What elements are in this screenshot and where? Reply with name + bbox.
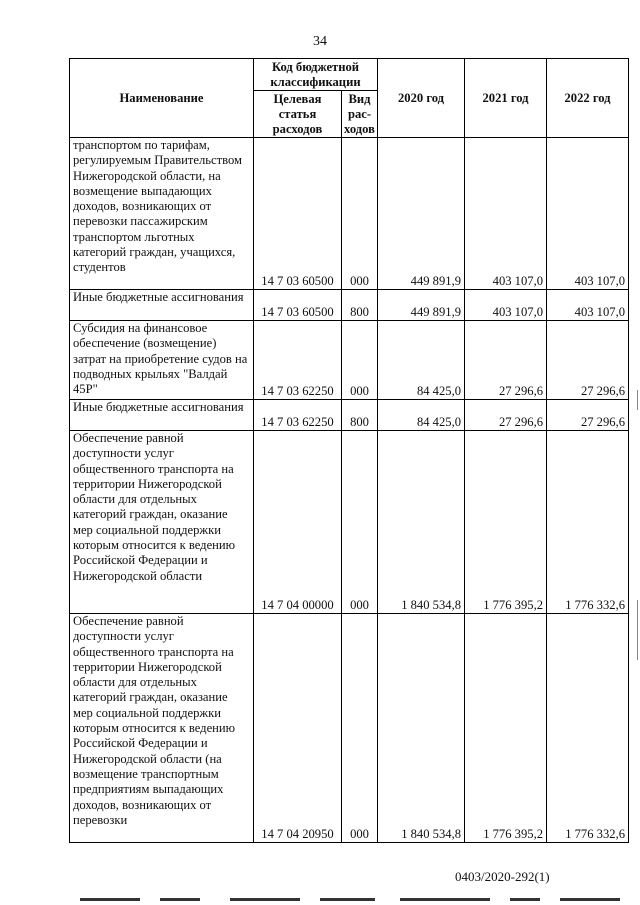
row-value-2021: 403 107,0	[465, 290, 547, 321]
header-year-2020: 2020 год	[378, 59, 465, 138]
table-row	[70, 138, 629, 290]
budget-table	[69, 58, 629, 843]
scan-edge-mark	[637, 390, 638, 410]
row-target-article: 14 7 03 62250	[254, 321, 342, 400]
row-target-article: 14 7 04 20950	[254, 614, 342, 843]
row-name: Обеспечение равной доступности услуг общественного транспорта на территории Нижегородской области для отдельных категорий граждан, оказание мер социальной поддержки которым относится к ведению Российской Федерации и Нижегородской области	[70, 431, 254, 614]
row-value-2022: 403 107,0	[547, 138, 629, 290]
row-value-2022: 403 107,0	[547, 290, 629, 321]
row-value-2020: 449 891,9	[378, 290, 465, 321]
row-expense-type: 000	[342, 321, 378, 400]
header-target-article: Целевая статья расходов	[254, 91, 342, 138]
row-expense-type: 800	[342, 400, 378, 431]
row-value-2022: 27 296,6	[547, 321, 629, 400]
row-value-2021: 403 107,0	[465, 138, 547, 290]
scan-artifact-strip	[70, 898, 630, 902]
header-year-2022: 2022 год	[547, 59, 629, 138]
header-name: Наименование	[70, 59, 254, 138]
table-row	[70, 431, 629, 614]
row-name: Иные бюджетные ассигнования	[70, 290, 254, 321]
row-name: Субсидия на финансовое обеспечение (возмещение) затрат на приобретение судов на подводных крыльях "Валдай 45Р"	[70, 321, 254, 400]
row-value-2021: 27 296,6	[465, 321, 547, 400]
row-value-2022: 1 776 332,6	[547, 614, 629, 843]
page-number: 34	[313, 34, 327, 49]
row-expense-type: 000	[342, 431, 378, 614]
table-row	[70, 290, 629, 321]
row-value-2020: 1 840 534,8	[378, 614, 465, 843]
row-name: Иные бюджетные ассигнования	[70, 400, 254, 431]
row-expense-type: 000	[342, 138, 378, 290]
row-value-2021: 27 296,6	[465, 400, 547, 431]
row-target-article: 14 7 03 60500	[254, 290, 342, 321]
row-expense-type: 000	[342, 614, 378, 843]
table-row	[70, 321, 629, 400]
document-code: 0403/2020-292(1)	[455, 869, 550, 884]
header-code-group: Код бюджетной классификации	[254, 59, 378, 91]
row-value-2020: 84 425,0	[378, 321, 465, 400]
row-value-2020: 84 425,0	[378, 400, 465, 431]
row-name: транспортом по тарифам, регулируемым Правительством Нижегородской области, на возмещение выпадающих доходов, возникающих от перевозки пассажирским транспортом льготных категорий граждан, учащихся, студентов	[70, 138, 254, 290]
row-name: Обеспечение равной доступности услуг общественного транспорта на территории Нижегородской области для отдельных категорий граждан, оказание мер социальной поддержки которым относится к ведению Российской Федерации и Нижегородской области (на возмещение транспортным предприятиям выпадающих доходов, возникающих от перевозки	[70, 614, 254, 843]
row-value-2020: 1 840 534,8	[378, 431, 465, 614]
row-value-2022: 1 776 332,6	[547, 431, 629, 614]
row-value-2022: 27 296,6	[547, 400, 629, 431]
row-target-article: 14 7 04 00000	[254, 431, 342, 614]
header-year-2021: 2021 год	[465, 59, 547, 138]
table-row	[70, 400, 629, 431]
scan-edge-mark	[637, 600, 638, 660]
row-value-2021: 1 776 395,2	[465, 614, 547, 843]
row-target-article: 14 7 03 62250	[254, 400, 342, 431]
table-row	[70, 614, 629, 843]
row-target-article: 14 7 03 60500	[254, 138, 342, 290]
row-value-2020: 449 891,9	[378, 138, 465, 290]
row-expense-type: 800	[342, 290, 378, 321]
row-value-2021: 1 776 395,2	[465, 431, 547, 614]
header-expense-type: Вид рас-ходов	[342, 91, 378, 138]
